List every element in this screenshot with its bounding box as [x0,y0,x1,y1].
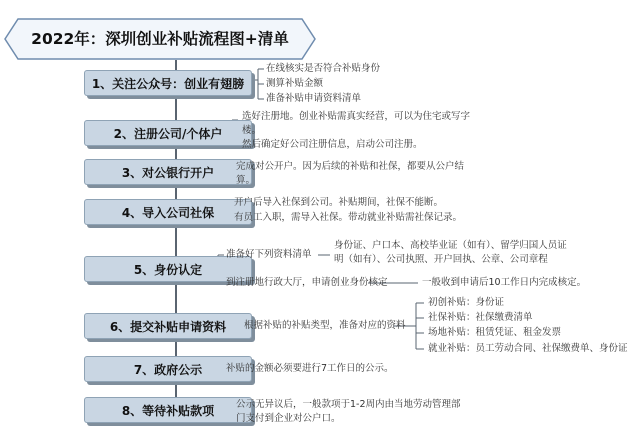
note-s5-apply: 到注册地行政大厅，申请创业身份核定 [226,277,388,288]
note-s5-documents: 身份证、户口本、高校毕业证（如有）、留学归国人员证明（如有）、公司执照、开户回执、公章、公司章程 [334,240,567,265]
note-s5-timeline: 一般收到申请后10工作日内完成核定。 [422,277,587,288]
note-s6-employment: 就业补贴：员工劳动合同、社保缴费单、身份证 [428,343,628,354]
note-s7-notice: 补贴的金额必须要进行7工作日的公示。 [226,363,394,374]
note-s3-account: 完成对公开户。因为后续的补贴和社保，都要从公户结算。 [236,161,465,186]
step-7-public-notice: 7、政府公示 [84,356,252,382]
note-s6-startup: 初创补贴：身份证 [428,297,505,308]
note-s6-social: 社保补贴：社保缴费清单 [428,312,533,323]
note-s4-employees: 有员工入职，需导入社保。带动就业补贴需社保记录。 [234,212,463,223]
note-s1-list: 准备补贴申请资料清单 [266,93,362,104]
note-s2-registration: 然后确定好公司注册信息，启动公司注册。 [242,139,423,150]
page-title: 2022年：深圳创业补贴流程图+清单 [31,30,289,48]
note-s2-location: 选好注册地。创业补贴需真实经营，可以为住宅或写字楼。 [242,111,471,136]
step-4-social-security: 4、导入公司社保 [84,199,252,225]
note-s1-calc: 测算补贴金额 [266,78,324,89]
step-3-bank-account: 3、对公银行开户 [84,159,252,185]
step-2-register-company: 2、注册公司/个体户 [84,120,252,146]
note-s5-prepare: 准备好下列资料清单 [226,249,312,260]
note-s8-payment: 公示无异议后，一般款项于1-2周内由当地劳动管理部门支付到企业对公户口。 [236,399,461,424]
note-s4-transfer: 开户后导入社保到公司。补贴期间，社保不能断。 [234,197,444,208]
note-s6-venue: 场地补贴：租赁凭证、租金发票 [428,327,562,338]
step-5-identity: 5、身份认定 [84,256,252,282]
note-s1-verify: 在线核实是否符合补贴身份 [266,63,381,74]
step-1-follow-account: 1、关注公众号：创业有翅膀 [84,70,252,96]
step-8-await-payment: 8、等待补贴款项 [84,397,252,423]
note-s6-prepare: 根据补贴的补贴类型，准备对应的资料 [244,320,406,331]
step-6-submit-application: 6、提交补贴申请资料 [84,313,252,339]
